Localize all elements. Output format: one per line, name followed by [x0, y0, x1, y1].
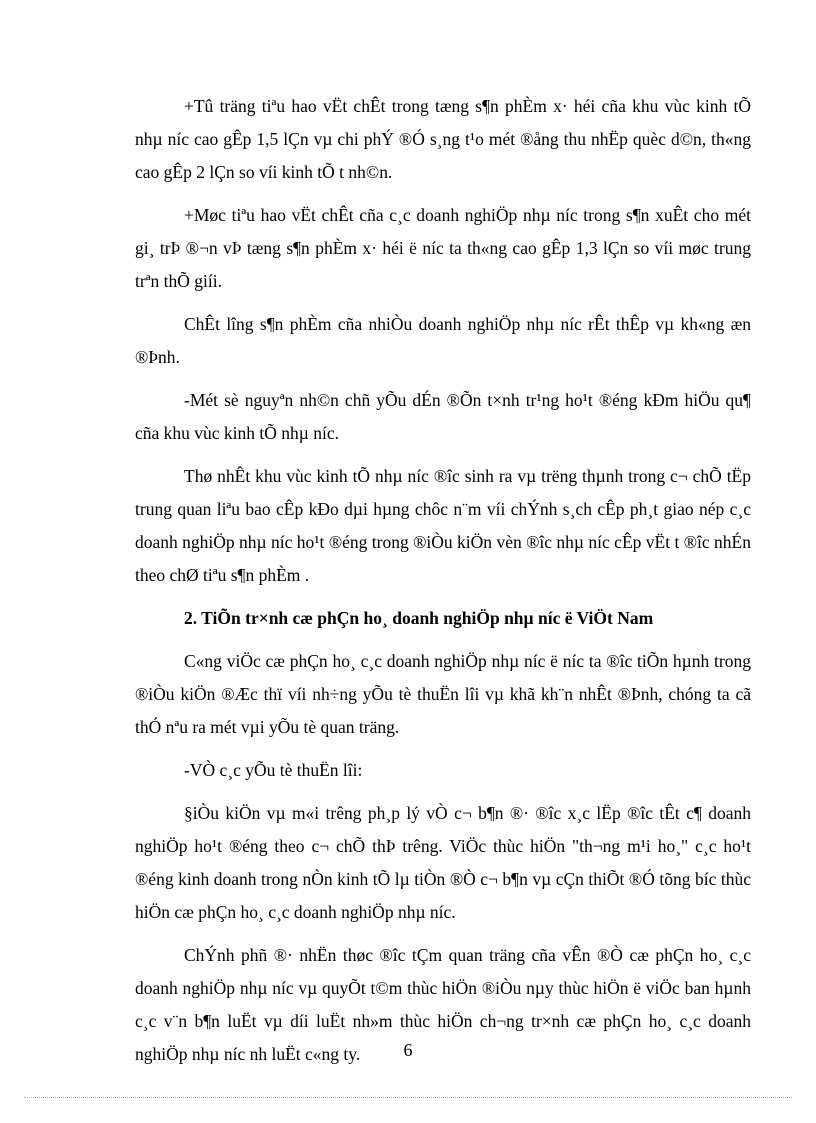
section-heading: 2. TiÕn tr×nh cæ phÇn ho¸ doanh nghiÖp nhµ níc ë ViÖt Nam	[184, 608, 654, 628]
paragraph: Thø nhÊt khu vùc kinh tÕ nhµ níc ®îc sinh ra vµ trëng thµnh trong c¬ chÕ tËp trung quan liªu bao cÊp kÐo dµi hµng chôc n¨m víi chÝnh s¸ch cÊp ph¸t giao nép c¸c doanh nghiÖp nhµ níc ho¹t ®éng trong ®iÒu kiÖn vèn ®îc nhµ níc cÊp vËt t ®îc nhÉn theo chØ tiªu s¶n phÈm .	[135, 466, 751, 585]
paragraph: §iÒu kiÖn vµ m«i trêng ph¸p lý vÒ c¬ b¶n ®· ®îc x¸c lËp ®îc tÊt c¶ doanh nghiÖp ho¹t ®éng theo c¬ chÕ thÞ trêng. ViÖc thùc hiÖn "th¬ng m¹i ho¸" c¸c ho¹t ®éng kinh doanh trong nÒn kinh tÕ lµ tiÒn ®Ò c¬ b¶n vµ cÇn thiÕt ®Ó tõng bíc thùc hiÖn cæ phÇn ho¸ c¸c doanh nghiÖp nhµ níc.	[135, 803, 751, 922]
paragraph: ChÊt lîng s¶n phÈm cña nhiÒu doanh nghiÖp nhµ níc rÊt thÊp vµ kh«ng æn ®Þnh.	[135, 314, 751, 367]
page-bottom-divider	[24, 1097, 792, 1098]
paragraph: ChÝnh phñ ®· nhËn thøc ®îc tÇm quan träng cña vÊn ®Ò cæ phÇn ho¸ c¸c doanh nghiÖp nhµ níc vµ quyÕt t©m thùc hiÖn ®iÒu nµy thùc hiÖn ë viÖc ban hµnh c¸c v¨n b¶n luËt vµ díi luËt nh»m thùc hiÖn ch¬ng tr×nh cæ phÇn ho¸ c¸c doanh nghiÖp nhµ níc nh luËt c«ng ty.	[135, 945, 751, 1064]
paragraph: +Møc tiªu hao vËt chÊt cña c¸c doanh nghiÖp nhµ níc trong s¶n xuÊt cho mét gi¸ trÞ ®¬n vÞ tæng s¶n phÈm x· héi ë níc ta th«ng cao gÊp 1,3 lÇn so víi møc trung trªn thÕ giíi.	[135, 205, 751, 291]
paragraph: C«ng viÖc cæ phÇn ho¸ c¸c doanh nghiÖp nhµ níc ë níc ta ®îc tiÕn hµnh trong ®iÒu kiÖn ®Æc thï víi nh÷ng yÕu tè thuËn lîi vµ khã kh¨n nhÊt ®Þnh, chóng ta cã thÓ nªu ra mét vµi yÕu tè quan träng.	[135, 651, 751, 737]
page-number: 6	[403, 1040, 413, 1060]
paragraph: -Mét sè nguyªn nh©n chñ yÕu dÉn ®Õn t×nh tr¹ng ho¹t ®éng kÐm hiÖu qu¶ cña khu vùc kinh tÕ nhµ níc.	[135, 390, 751, 443]
paragraph: -VÒ c¸c yÕu tè thuËn lîi:	[184, 760, 363, 780]
paragraph: +Tû träng tiªu hao vËt chÊt trong tæng s¶n phÈm x· héi cña khu vùc kinh tÕ nhµ níc cao gÊp 1,5 lÇn vµ chi phÝ ®Ó s¸ng t¹o mét ®ång thu nhËp quèc d©n, th«ng cao gÊp 2 lÇn so víi kinh tÕ t nh©n.	[135, 96, 751, 182]
document-body	[135, 90, 751, 1081]
